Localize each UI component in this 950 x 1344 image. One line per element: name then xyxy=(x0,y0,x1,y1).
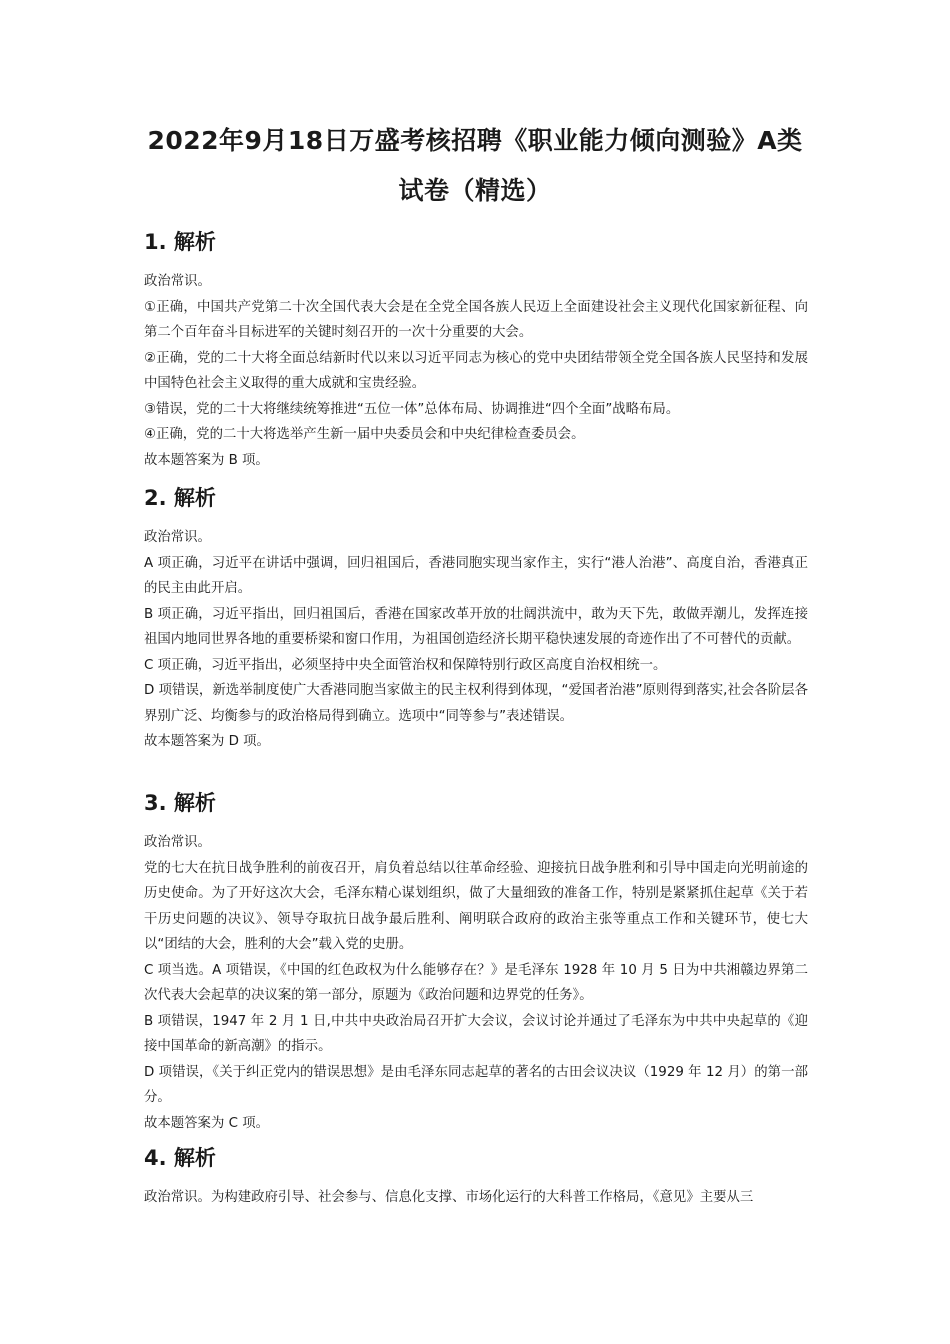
paragraph: 政治常识。 xyxy=(144,530,211,545)
section-2 xyxy=(144,484,808,755)
document-title-line-2: 试卷（精选） xyxy=(398,176,552,205)
document-title-line-1: 2022年9月18日万盛考核招聘《职业能力倾向测验》A类 xyxy=(147,126,803,155)
paragraph: 政治常识。 xyxy=(144,835,211,850)
section-heading: 2. 解析 xyxy=(144,486,216,510)
paragraph: ②正确，党的二十大将全面总结新时代以来以习近平同志为核心的党中央团结带领全党全国各族人民坚持和发展中国特色社会主义取得的重大成就和宝贵经验。 xyxy=(144,350,808,391)
section-heading: 3. 解析 xyxy=(144,791,216,815)
paragraph: 故本题答案为 B 项。 xyxy=(144,452,269,468)
paragraph: 党的七大在抗日战争胜利的前夜召开，肩负着总结以往革命经验、迎接抗日战争胜利和引导中国走向光明前途的历史使命。为了开好这次大会，毛泽东精心谋划组织，做了大量细致的准备工作，特别是紧紧抓住起草《关于若干历史问题的决议》、领导夺取抗日战争最后胜利、阐明联合政府的政治主张等重点工作和关键环节，使七大以“团结的大会，胜利的大会”载入党的史册。 xyxy=(144,860,808,952)
paragraph: ①正确，中国共产党第二十次全国代表大会是在全党全国各族人民迈上全面建设社会主义现代化国家新征程、向第二个百年奋斗目标进军的关键时刻召开的一次十分重要的大会。 xyxy=(144,299,808,340)
section-1 xyxy=(144,228,808,473)
paragraph: D 项错误，《关于纠正党内的错误思想》是由毛泽东同志起草的著名的古田会议决议（1929 年 12 月）的第一部分。 xyxy=(144,1064,808,1105)
section-3 xyxy=(144,789,808,1136)
paragraph: 政治常识。 xyxy=(144,274,211,289)
paragraph: 政治常识。为构建政府引导、社会参与、信息化支撑、市场化运行的大科普工作格局，《意见》主要从三 xyxy=(144,1190,754,1205)
section-4 xyxy=(144,1144,808,1211)
paragraph: B 项正确，习近平指出，回归祖国后，香港在国家改革开放的壮阔洪流中，敢为天下先，敢做弄潮儿，发挥连接祖国内地同世界各地的重要桥梁和窗口作用，为祖国创造经济长期平稳快速发展的奇迹作出了不可替代的贡献。 xyxy=(144,606,808,647)
paragraph: A 项正确，习近平在讲话中强调，回归祖国后，香港同胞实现当家作主，实行“港人治港”、高度自治，香港真正的民主由此开启。 xyxy=(144,555,808,596)
paragraph: B 项错误，1947 年 2 月 1 日,中共中央政治局召开扩大会议，会议讨论并通过了毛泽东为中共中央起草的《迎接中国革命的新高潮》的指示。 xyxy=(144,1013,808,1054)
paragraph: ③错误，党的二十大将继续统筹推进“五位一体”总体布局、协调推进“四个全面”战略布局。 xyxy=(144,401,680,417)
section-heading: 4. 解析 xyxy=(144,1146,216,1170)
paragraph: C 项当选。A 项错误，《中国的红色政权为什么能够存在？》是毛泽东 1928 年 10 月 5 日为中共湘赣边界第二次代表大会起草的决议案的第一部分，原题为《政治问题和边界党的任务》。 xyxy=(144,962,808,1003)
paragraph: 故本题答案为 D 项。 xyxy=(144,734,270,749)
section-heading: 1. 解析 xyxy=(144,230,216,254)
paragraph: ④正确，党的二十大将选举产生新一届中央委员会和中央纪律检查委员会。 xyxy=(144,427,585,442)
paragraph: D 项错误，新选举制度使广大香港同胞当家做主的民主权利得到体现，“爱国者治港”原则得到落实,社会各阶层各界别广泛、均衡参与的政治格局得到确立。选项中“同等参与”表述错误。 xyxy=(144,683,808,724)
paragraph: 故本题答案为 C 项。 xyxy=(144,1115,269,1131)
paragraph: C 项正确，习近平指出，必须坚持中央全面管治权和保障特别行政区高度自治权相统一。 xyxy=(144,657,667,673)
